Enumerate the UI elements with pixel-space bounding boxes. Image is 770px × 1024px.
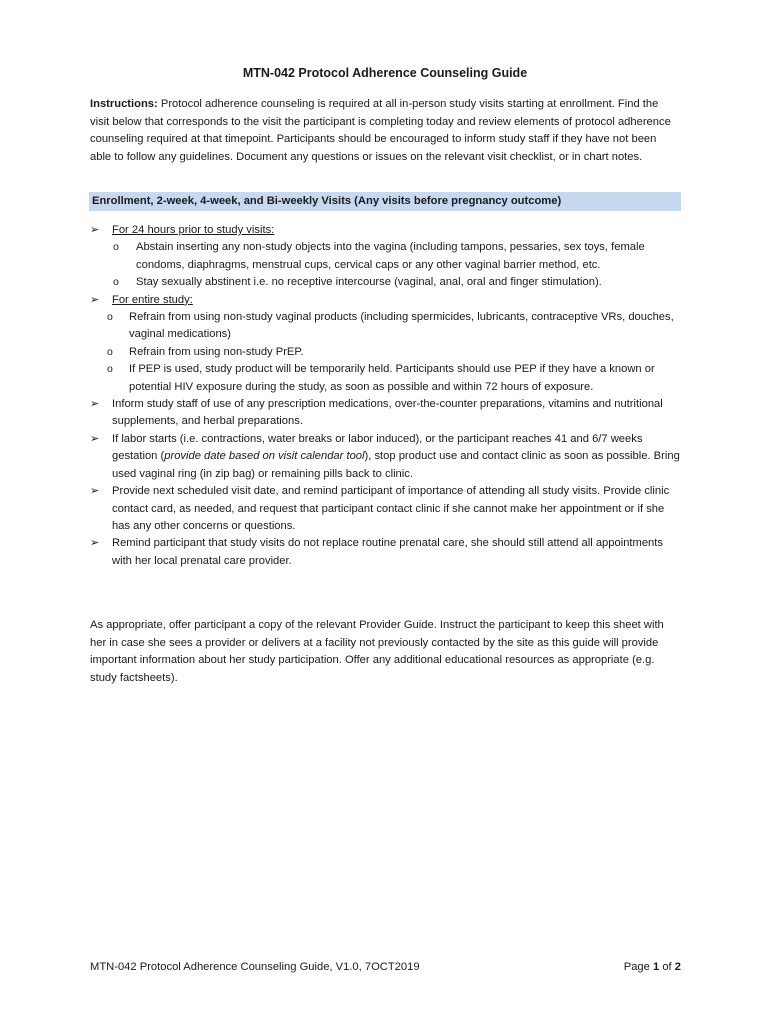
list-item-text: Inform study staff of use of any prescription medications, over-the-counter preparations, vitamins and nutritional supplements, and herbal preparations. bbox=[112, 398, 663, 428]
arrow-bullet-icon: ➢ bbox=[90, 293, 100, 306]
closing-paragraph: As appropriate, offer participant a copy of the relevant Provider Guide. Instruct the participant to keep this sheet with her in case she sees a provider or delivers at a facility not previously contacted by the site as this guide will provide important information about her study participation. Offer any additional educational resources as appropriate (e.g. study factsheets). bbox=[90, 619, 664, 684]
list-item bbox=[90, 292, 682, 309]
sub-list-item-text: Refrain from using non-study vaginal products (including spermicides, lubricants, contraceptive VRs, douches, vaginal medications) bbox=[129, 311, 674, 341]
page-total: 2 bbox=[674, 961, 681, 973]
list-item-heading: For 24 hours prior to study visits: bbox=[112, 224, 275, 236]
sub-list-item-text: Stay sexually abstinent i.e. no receptive intercourse (vaginal, anal, oral and finger stimulation). bbox=[136, 276, 602, 289]
page-label: Page bbox=[623, 961, 653, 973]
instructions-label: Instructions: bbox=[90, 98, 158, 110]
list-item-italic: provide date based on visit calendar tool bbox=[164, 450, 365, 463]
list-item bbox=[90, 535, 682, 570]
sub-list-item-text: Refrain from using non-study PrEP. bbox=[129, 345, 304, 358]
circle-bullet-icon: o bbox=[113, 241, 119, 254]
arrow-bullet-icon: ➢ bbox=[90, 537, 100, 550]
list-item bbox=[90, 222, 682, 239]
instructions-paragraph bbox=[90, 96, 680, 166]
list-item-text-part1: If labor starts (i.e. contractions, water breaks or labor induced), or the participant reaches 41 and 6/7 weeks gestation ( bbox=[112, 432, 643, 463]
instructions-text: Protocol adherence counseling is required at all in-person study visits starting at enrollment. Find the visit below that corresponds to the visit the participant is completing today and review elements of protocol adherence counseling required at that timepoint. Participants should be encouraged to inform study staff if they have not been able to follow any guidelines. Document any questions or issues on the relevant visit checklist, or in chart notes. bbox=[90, 98, 671, 163]
page-of-label: of bbox=[659, 961, 675, 973]
circle-bullet-icon: o bbox=[107, 363, 113, 376]
circle-bullet-icon: o bbox=[113, 276, 119, 289]
arrow-bullet-icon: ➢ bbox=[90, 432, 100, 445]
list-item bbox=[90, 396, 682, 431]
circle-bullet-icon: o bbox=[107, 311, 113, 324]
arrow-bullet-icon: ➢ bbox=[90, 485, 100, 498]
arrow-bullet-icon: ➢ bbox=[90, 224, 100, 236]
sub-list-item-text: Abstain inserting any non-study objects into the vagina (including tampons, pessaries, sex toys, female condoms, diaphragms, menstrual cups, cervical caps or any other vaginal barrier method, etc. bbox=[136, 241, 645, 271]
arrow-bullet-icon: ➢ bbox=[90, 398, 100, 411]
list-item-text-part2: ), stop product use and contact clinic as soon as possible. Bring used vaginal ring (in zip bag) or remaining pills back to clinic. bbox=[112, 450, 680, 480]
list-item-text: Provide next scheduled visit date, and remind participant of importance of attending all study visits. Provide clinic contact card, as needed, and request that participant contact clinic if she cannot make her appointment or if she has any other concerns or questions. bbox=[112, 485, 670, 532]
list-item-text: Remind participant that study visits do not replace routine prenatal care, she should still attend all appointments with her local prenatal care provider. bbox=[112, 537, 663, 567]
page-current: 1 bbox=[652, 961, 660, 973]
sub-list-item bbox=[90, 309, 682, 344]
sub-list-item bbox=[90, 344, 682, 361]
footer-document-id: MTN-042 Protocol Adherence Counseling Guide, V1.0, 7OCT2019 bbox=[90, 961, 420, 973]
footer-page-number bbox=[624, 961, 681, 973]
list-item bbox=[90, 431, 682, 483]
circle-bullet-icon: o bbox=[107, 345, 113, 358]
sub-list-item bbox=[90, 274, 682, 291]
sub-list-item bbox=[90, 361, 682, 396]
list-item bbox=[90, 483, 682, 535]
bullet-list bbox=[90, 222, 682, 570]
sub-list-item bbox=[90, 239, 682, 274]
sub-list-item-text: If PEP is used, study product will be temporarily held. Participants should use PEP if they have a known or potential HIV exposure during the study, as soon as possible and within 72 hours of exposure. bbox=[129, 363, 655, 393]
section-header: Enrollment, 2-week, 4-week, and Bi-weekly Visits (Any visits before pregnancy outcome) bbox=[89, 192, 681, 211]
page-title: MTN-042 Protocol Adherence Counseling Guide bbox=[242, 66, 528, 80]
list-item-heading: For entire study: bbox=[112, 293, 193, 306]
